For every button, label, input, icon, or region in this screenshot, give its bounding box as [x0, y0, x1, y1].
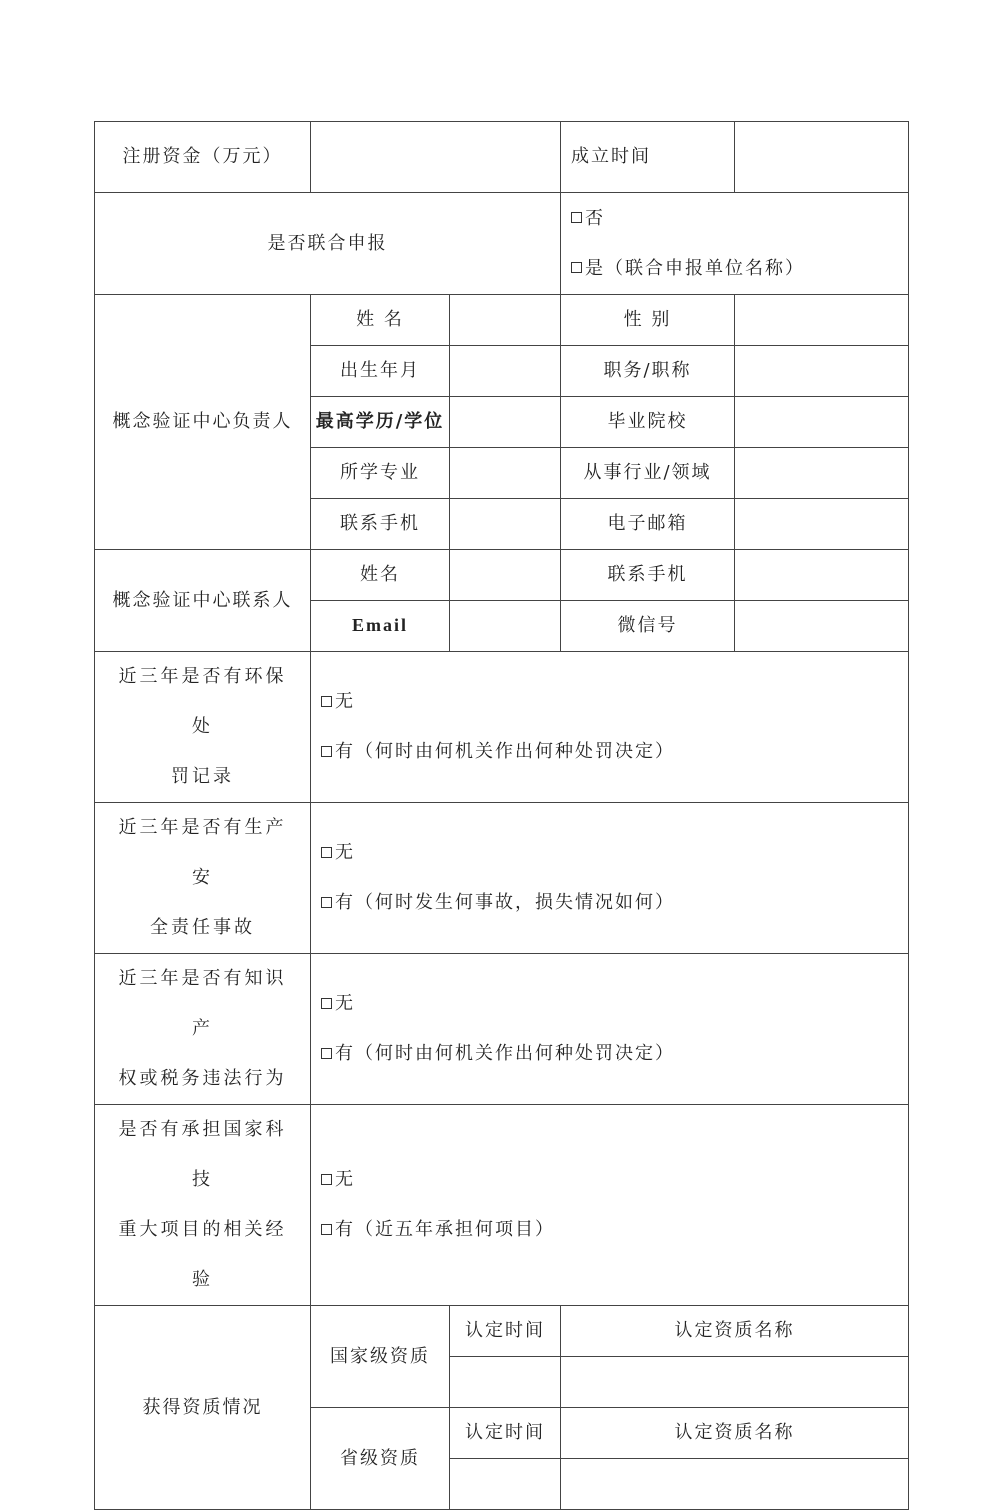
- ip-tax-row: [95, 954, 909, 1105]
- leader-title-label: 职务/职称: [561, 346, 735, 397]
- contact-row-1: [95, 550, 909, 601]
- national-time-input[interactable]: [450, 1357, 561, 1408]
- checkbox-icon[interactable]: [321, 696, 332, 707]
- ip-tax-options: [311, 954, 909, 1105]
- leader-email-input[interactable]: [735, 499, 909, 550]
- ip-tax-label: 近三年是否有知识产 权或税务违法行为: [95, 954, 311, 1105]
- checkbox-icon[interactable]: [321, 998, 332, 1009]
- contact-phone-label: 联系手机: [561, 550, 735, 601]
- provincial-time-header: 认定时间: [450, 1408, 561, 1459]
- leader-row-1: [95, 295, 909, 346]
- leader-email-label: 电子邮箱: [561, 499, 735, 550]
- leader-phone-input[interactable]: [450, 499, 561, 550]
- leader-school-label: 毕业院校: [561, 397, 735, 448]
- leader-birth-input[interactable]: [450, 346, 561, 397]
- checkbox-icon[interactable]: [571, 262, 582, 273]
- contact-name-label: 姓名: [311, 550, 450, 601]
- leader-field-input[interactable]: [735, 448, 909, 499]
- provincial-time-input[interactable]: [450, 1459, 561, 1510]
- leader-major-input[interactable]: [450, 448, 561, 499]
- application-form-table: [94, 121, 909, 1510]
- safety-option-yes[interactable]: 有（何时发生何事故，损失情况如何）: [321, 878, 908, 928]
- safety-accident-label: 近三年是否有生产安 全责任事故: [95, 803, 311, 954]
- provincial-qual-label: 省级资质: [311, 1408, 450, 1510]
- leader-major-label: 所学专业: [311, 448, 450, 499]
- safety-accident-row: [95, 803, 909, 954]
- leader-field-label: 从事行业/领域: [561, 448, 735, 499]
- env-option-yes[interactable]: 有（何时由何机关作出何种处罚决定）: [321, 727, 908, 777]
- contact-wechat-label: 微信号: [561, 601, 735, 652]
- national-name-input[interactable]: [561, 1357, 909, 1408]
- env-penalty-row: [95, 652, 909, 803]
- founded-date-input[interactable]: [735, 122, 909, 193]
- joint-application-options: [561, 193, 909, 295]
- leader-name-label: 姓 名: [311, 295, 450, 346]
- leader-degree-input[interactable]: [450, 397, 561, 448]
- national-project-options: [311, 1105, 909, 1306]
- leader-school-input[interactable]: [735, 397, 909, 448]
- checkbox-icon[interactable]: [321, 847, 332, 858]
- leader-degree-label: 最高学历/学位: [311, 397, 450, 448]
- checkbox-icon[interactable]: [321, 1174, 332, 1185]
- checkbox-icon[interactable]: [321, 1224, 332, 1235]
- leader-label: 概念验证中心负责人: [95, 295, 311, 550]
- national-qual-label: 国家级资质: [311, 1306, 450, 1408]
- joint-application-row: [95, 193, 909, 295]
- provincial-name-header: 认定资质名称: [561, 1408, 909, 1459]
- env-penalty-label: 近三年是否有环保处 罚记录: [95, 652, 311, 803]
- qual-row-1: [95, 1306, 909, 1357]
- leader-name-input[interactable]: [450, 295, 561, 346]
- national-project-row: [95, 1105, 909, 1306]
- checkbox-icon[interactable]: [571, 212, 582, 223]
- contact-phone-input[interactable]: [735, 550, 909, 601]
- checkbox-icon[interactable]: [321, 746, 332, 757]
- contact-name-input[interactable]: [450, 550, 561, 601]
- contact-wechat-input[interactable]: [735, 601, 909, 652]
- national-project-label: 是否有承担国家科技 重大项目的相关经验: [95, 1105, 311, 1306]
- joint-option-yes[interactable]: 是（联合申报单位名称）: [571, 244, 908, 294]
- safety-accident-options: [311, 803, 909, 954]
- provincial-name-input[interactable]: [561, 1459, 909, 1510]
- national-time-header: 认定时间: [450, 1306, 561, 1357]
- leader-gender-input[interactable]: [735, 295, 909, 346]
- safety-option-no[interactable]: 无: [321, 828, 908, 878]
- qualification-label: 获得资质情况: [95, 1306, 311, 1510]
- joint-application-label: 是否联合申报: [95, 193, 561, 295]
- ip-option-no[interactable]: 无: [321, 979, 908, 1029]
- registered-capital-label: 注册资金（万元）: [95, 122, 311, 193]
- project-option-yes[interactable]: 有（近五年承担何项目）: [321, 1205, 908, 1255]
- checkbox-icon[interactable]: [321, 897, 332, 908]
- contact-email-input[interactable]: [450, 601, 561, 652]
- national-name-header: 认定资质名称: [561, 1306, 909, 1357]
- project-option-no[interactable]: 无: [321, 1155, 908, 1205]
- contact-email-label: Email: [311, 601, 450, 652]
- registered-capital-input[interactable]: [311, 122, 561, 193]
- leader-birth-label: 出生年月: [311, 346, 450, 397]
- leader-title-input[interactable]: [735, 346, 909, 397]
- contact-label: 概念验证中心联系人: [95, 550, 311, 652]
- founded-date-label: 成立时间: [561, 122, 735, 193]
- env-option-no[interactable]: 无: [321, 677, 908, 727]
- checkbox-icon[interactable]: [321, 1048, 332, 1059]
- registered-capital-row: [95, 122, 909, 193]
- env-penalty-options: [311, 652, 909, 803]
- leader-gender-label: 性 别: [561, 295, 735, 346]
- leader-phone-label: 联系手机: [311, 499, 450, 550]
- ip-option-yes[interactable]: 有（何时由何机关作出何种处罚决定）: [321, 1029, 908, 1079]
- joint-option-no[interactable]: 否: [571, 194, 908, 244]
